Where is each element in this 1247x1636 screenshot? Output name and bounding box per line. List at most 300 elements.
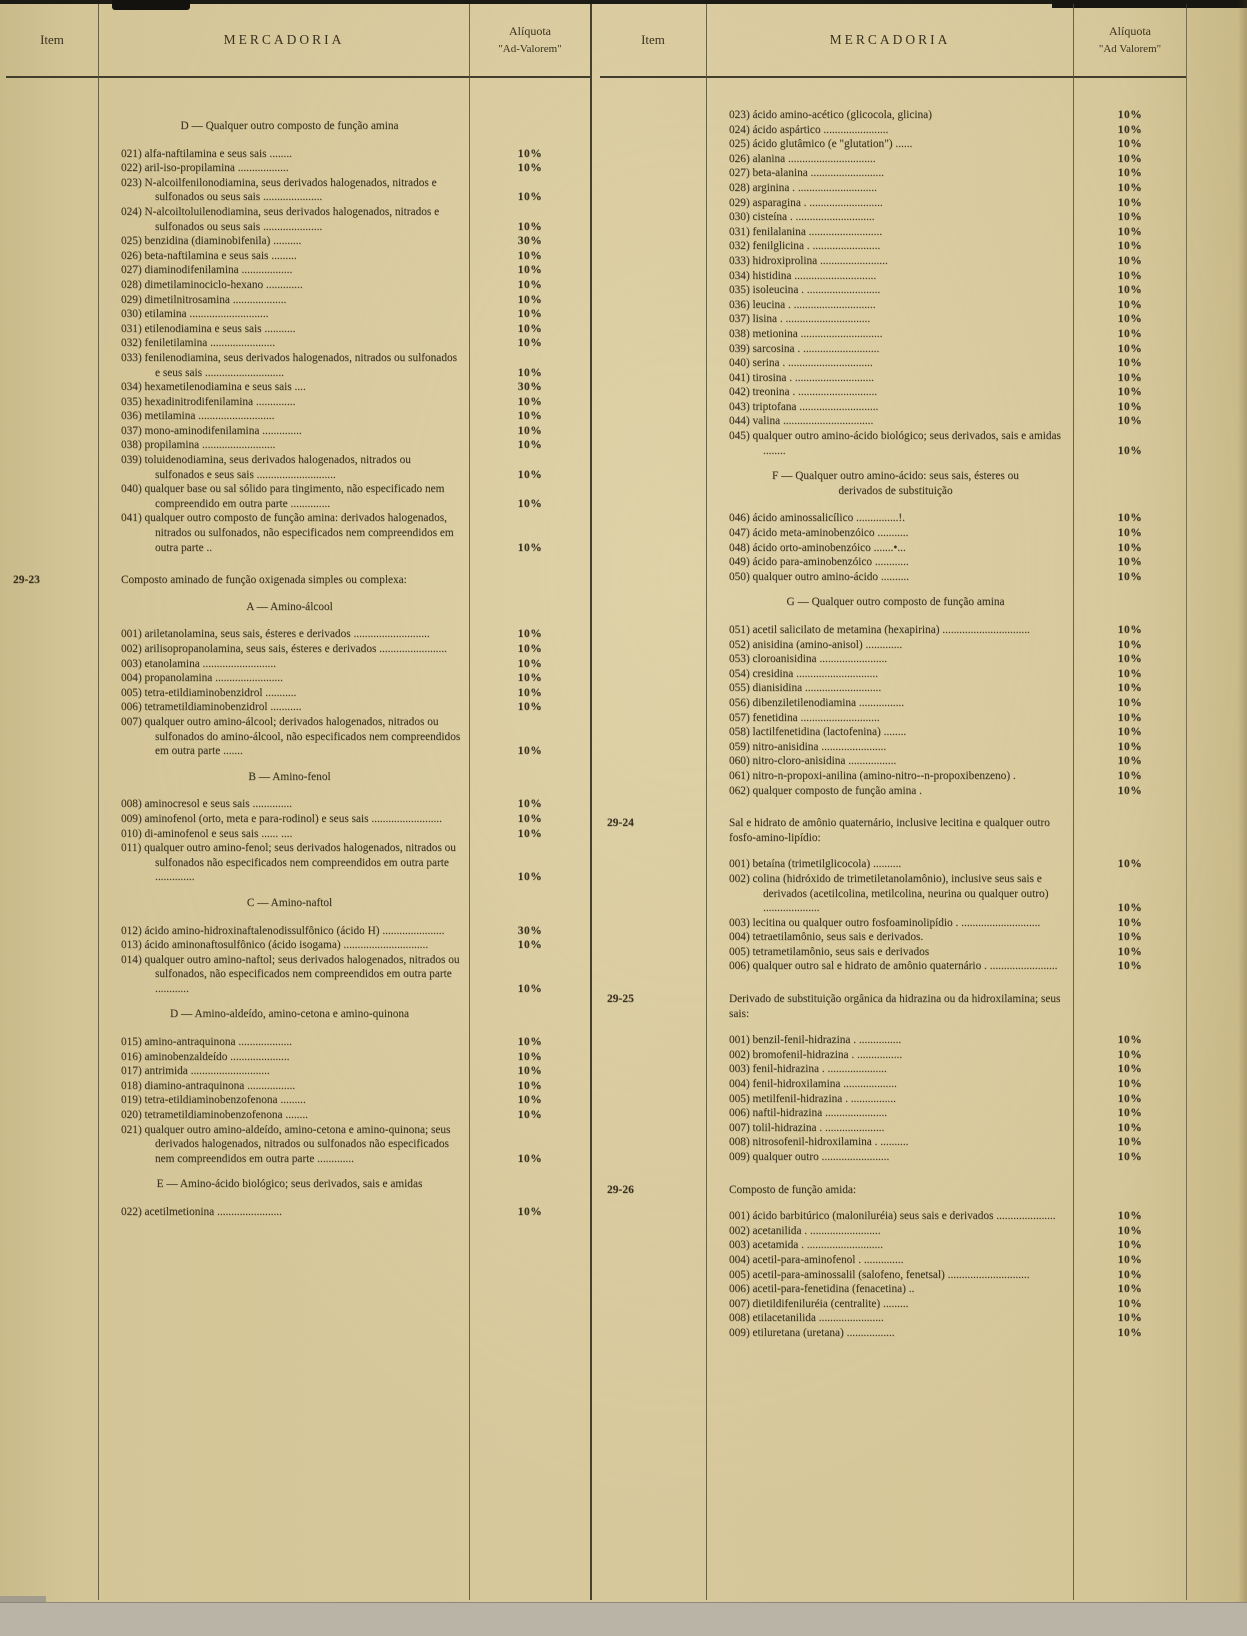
section-heading: E — Amino-ácido biológico; seus derivados, sais e amidas: [156, 1178, 423, 1191]
aliquota-value: 10%: [1117, 1239, 1143, 1252]
mercadoria-text: 001) ariletanolamina, seus sais, ésteres e derivados ...........................: [121, 628, 430, 641]
tariff-entry-row: [600, 385, 1186, 400]
mercadoria-text: 036) leucina . .............................: [729, 298, 876, 311]
tariff-entry-row: [600, 254, 1186, 269]
mercadoria-text: 037) lisina . ..............................: [729, 313, 871, 326]
aliquota-value: 10%: [517, 672, 543, 685]
aliquota-value: 10%: [1117, 740, 1143, 753]
column-header-mercadoria: MERCADORIA: [829, 32, 951, 47]
mercadoria-text: Composto aminado de função oxigenada simples ou complexa:: [121, 574, 407, 587]
tariff-entry-row: [600, 526, 1186, 541]
tariff-entry-row: [600, 696, 1186, 711]
mercadoria-text: 044) valina ................................: [729, 415, 874, 428]
tariff-entry-row: [6, 1108, 590, 1123]
tariff-entry-row: [6, 1205, 590, 1220]
aliquota-value: 10%: [517, 1036, 543, 1049]
mercadoria-text: 042) treonina . ............................: [729, 386, 878, 399]
mercadoria-text: 001) betaína (trimetilglicocola) ..........: [729, 858, 902, 871]
aliquota-value: [470, 770, 590, 785]
column-divider-mercadoria-aliquota: [469, 4, 470, 1600]
tariff-entry-row: [6, 234, 590, 249]
aliquota-value: 10%: [1117, 1034, 1143, 1047]
item-number: 29-26: [607, 1183, 634, 1196]
scan-artifact-right-edge-shade: [1238, 0, 1247, 1635]
mercadoria-text: 059) nitro-anisidina .......................: [729, 740, 887, 753]
tariff-entry-row: [6, 424, 590, 439]
tariff-entry-row: [600, 667, 1186, 682]
mercadoria-text: 028) arginina . ............................: [729, 181, 877, 194]
aliquota-value: 10%: [1117, 638, 1143, 651]
aliquota-value: 10%: [517, 657, 543, 670]
aliquota-value: 10%: [1117, 653, 1143, 666]
mercadoria-text: 005) metilfenil-hidrazina . ................: [729, 1092, 896, 1105]
aliquota-value: 10%: [517, 1152, 543, 1165]
aliquota-label-line1: Alíquota: [1109, 24, 1151, 39]
aliquota-label-line2: "Ad-Valorem": [498, 42, 562, 55]
tariff-table-left: [6, 4, 592, 1600]
mercadoria-text: 009) etiluretana (uretana) .................: [729, 1326, 895, 1339]
aliquota-value: 10%: [1117, 1151, 1143, 1163]
aliquota-value: 10%: [1117, 1048, 1143, 1061]
aliquota-value: 10%: [517, 643, 543, 655]
aliquota-value: 10%: [1117, 755, 1143, 768]
aliquota-value: 10%: [1117, 1253, 1143, 1266]
tariff-entry-row: [600, 623, 1186, 638]
tariff-entry-row: [6, 249, 590, 264]
item-group-row: [600, 816, 1186, 845]
aliquota-value: 10%: [1117, 1063, 1143, 1076]
tariff-entry-row: [600, 414, 1186, 429]
aliquota-value: 10%: [1117, 624, 1143, 636]
mercadoria-text: 002) bromofenil-hidrazina . ................: [729, 1048, 903, 1061]
mercadoria-text: 030) etilamina ............................: [121, 308, 269, 321]
aliquota-value: 10%: [1117, 152, 1143, 165]
mercadoria-text: 038) metionina .............................: [729, 327, 883, 340]
tariff-entry-row: [600, 312, 1186, 327]
tariff-table-right: [600, 4, 1187, 1600]
mercadoria-text: 040) serina . ..............................: [729, 357, 873, 370]
aliquota-value: 10%: [1117, 1136, 1143, 1149]
aliquota-value: 10%: [1117, 711, 1143, 724]
tariff-entry-row: [600, 1311, 1186, 1326]
mercadoria-text: Sal e hidrato de amônio quaternário, inclusive lecitina e qualquer outro fosfo-amino-lipídio:: [729, 817, 1050, 844]
mercadoria-text: 004) tetraetilamônio, seus sais e derivados.: [729, 931, 924, 944]
mercadoria-text: 062) qualquer composto de função amina .: [729, 784, 922, 797]
mercadoria-text: 022) aril-iso-propilamina ..................: [121, 162, 289, 175]
aliquota-value: [1074, 469, 1186, 498]
tariff-entry-row: [6, 395, 590, 410]
mercadoria-text: 009) qualquer outro ........................: [729, 1151, 890, 1163]
mercadoria-text: 004) fenil-hidroxilamina ...................: [729, 1078, 897, 1091]
column-header-aliquota: [1074, 22, 1186, 58]
tariff-entry-row: [600, 429, 1186, 458]
tariff-entry-row: [600, 872, 1186, 916]
mercadoria-text: 006) tetrametildiaminobenzidrol ...........: [121, 701, 302, 714]
mercadoria-text: 003) etanolamina ..........................: [121, 657, 276, 670]
aliquota-value: 10%: [517, 337, 543, 350]
aliquota-value: 10%: [517, 982, 543, 995]
mercadoria-text: 036) metilamina ...........................: [121, 410, 275, 423]
tariff-entry-row: [6, 438, 590, 453]
mercadoria-text: 004) acetil-para-aminofenol . ..............: [729, 1253, 904, 1266]
item-number: [6, 1177, 109, 1192]
aliquota-value: 10%: [1117, 109, 1143, 121]
item-number: [6, 896, 109, 911]
aliquota-value: 10%: [1117, 254, 1143, 267]
aliquota-value: 10%: [1117, 386, 1143, 399]
aliquota-value: 10%: [1117, 371, 1143, 384]
section-heading-row: [600, 469, 1186, 498]
aliquota-value: 10%: [1117, 858, 1143, 871]
aliquota-value: 10%: [517, 827, 543, 840]
mercadoria-text: 010) di-aminofenol e seus sais ...... ....: [121, 827, 293, 840]
tariff-entry-row: [600, 1209, 1186, 1224]
tariff-entry-row: [600, 555, 1186, 570]
tariff-entry-row: [6, 700, 590, 715]
aliquota-value: 10%: [1117, 444, 1143, 457]
tariff-page: [6, 4, 1187, 1600]
aliquota-value: [470, 1177, 590, 1192]
tariff-entry-row: [6, 293, 590, 308]
tariff-entry-row: [600, 342, 1186, 357]
item-number: [600, 595, 717, 610]
tariff-entry-row: [600, 327, 1186, 342]
section-heading-row: [6, 1177, 590, 1192]
mercadoria-text: 032) feniletilamina .......................: [121, 337, 276, 350]
aliquota-value: [470, 119, 590, 134]
item-number: [6, 1007, 109, 1022]
aliquota-value: 10%: [1117, 1078, 1143, 1091]
mercadoria-text: 001) ácido barbitúrico (maloniluréia) seus sais e derivados .....................: [729, 1210, 1056, 1223]
tariff-entry-row: [6, 263, 590, 278]
column-divider-item-mercadoria: [706, 4, 707, 1600]
tariff-entry-row: [600, 754, 1186, 769]
tariff-entry-row: [600, 959, 1186, 974]
mercadoria-text: 024) ácido aspártico .......................: [729, 123, 889, 136]
mercadoria-text: 008) etilacetanilida .......................: [729, 1312, 884, 1325]
tariff-entry-row: [6, 511, 590, 555]
aliquota-value: 30%: [517, 381, 543, 394]
tariff-entry-row: [600, 239, 1186, 254]
aliquota-value: [1074, 595, 1186, 610]
mercadoria-text: 055) dianisidina ...........................: [729, 682, 882, 695]
mercadoria-text: 028) dimetilaminociclo-hexano .............: [121, 278, 303, 291]
aliquota-value: [470, 896, 590, 911]
tariff-entry-row: [600, 1224, 1186, 1239]
tariff-entry-row: [6, 924, 590, 939]
aliquota-value: 10%: [517, 1065, 543, 1078]
mercadoria-text: 003) lecitina ou qualquer outro fosfoaminolipídio . ............................: [729, 916, 1041, 929]
mercadoria-text: 001) benzil-fenil-hidrazina . ...............: [729, 1034, 902, 1047]
aliquota-value: 10%: [517, 798, 543, 811]
aliquota-value: 10%: [1117, 298, 1143, 311]
tariff-entry-row: [600, 1092, 1186, 1107]
aliquota-value: 10%: [1117, 313, 1143, 326]
section-heading-row: [6, 1007, 590, 1022]
mercadoria-text: 049) ácido para-aminobenzóico ............: [729, 556, 909, 569]
mercadoria-text: 035) isoleucina . ..........................: [729, 284, 881, 297]
aliquota-value: [470, 600, 590, 615]
aliquota-value: 10%: [1117, 1283, 1143, 1296]
aliquota-value: 10%: [1117, 1224, 1143, 1237]
mercadoria-text: 008) aminocresol e seus sais ..............: [121, 798, 292, 811]
tariff-entry-row: [600, 652, 1186, 667]
tariff-entry-row: [6, 686, 590, 701]
aliquota-value: 10%: [517, 191, 543, 204]
mercadoria-text: 020) tetrametildiaminobenzofenona ........: [121, 1109, 308, 1122]
aliquota-value: 10%: [517, 686, 543, 699]
aliquota-value: 10%: [1117, 945, 1143, 958]
tariff-entry-row: [6, 322, 590, 337]
aliquota-value: 10%: [1117, 342, 1143, 355]
aliquota-label-line1: Alíquota: [509, 24, 551, 39]
tariff-entry-row: [600, 108, 1186, 123]
mercadoria-text: 032) fenilglicina . ........................: [729, 240, 881, 253]
mercadoria-text: 007) qualquer outro amino-álcool; derivados halogenados, nitrados ou sulfonados do amino-álcool, não especificados nem compreendidos em outra parte .......: [121, 715, 461, 758]
tariff-entry-row: [6, 351, 590, 380]
mercadoria-text: 018) diamino-antraquinona .................: [121, 1079, 296, 1092]
tariff-entry-row: [600, 916, 1186, 931]
aliquota-value: 10%: [1117, 696, 1143, 709]
tariff-entry-row: [6, 627, 590, 642]
aliquota-value: 30%: [517, 235, 543, 248]
aliquota-value: 10%: [517, 278, 543, 291]
tariff-entry-row: [6, 1064, 590, 1079]
aliquota-value: 10%: [1117, 1121, 1143, 1134]
aliquota-value: 10%: [1117, 1092, 1143, 1105]
aliquota-value: [470, 1007, 590, 1022]
tariff-entry-row: [600, 1150, 1186, 1165]
aliquota-value: 10%: [1117, 400, 1143, 413]
aliquota-value: 10%: [1117, 225, 1143, 238]
tariff-entry-row: [6, 671, 590, 686]
tariff-entry-row: [600, 711, 1186, 726]
tariff-entry-row: [600, 166, 1186, 181]
tariff-entry-row: [600, 511, 1186, 526]
mercadoria-text: 006) naftil-hidrazina ......................: [729, 1107, 888, 1120]
section-heading: C — Amino-naftol: [246, 896, 333, 909]
aliquota-value: 10%: [517, 939, 543, 952]
section-heading-row: [6, 119, 590, 134]
aliquota-value: 10%: [1117, 1107, 1143, 1120]
mercadoria-text: 006) acetil-para-fenetidina (fenacetina) ..: [729, 1283, 915, 1296]
aliquota-value: 10%: [1117, 769, 1143, 782]
tariff-entry-row: [600, 1135, 1186, 1150]
tariff-entry-row: [600, 1238, 1186, 1253]
mercadoria-text: 002) colina (hidróxido de trimetiletanolamônio), inclusive seus sais e derivados (acetilcolina, metilcolina, neurina ou qualquer outro) ....................: [729, 872, 1049, 915]
mercadoria-text: 015) amino-antraquinona ...................: [121, 1036, 292, 1049]
mercadoria-text: 052) anisidina (amino-anisol) .............: [729, 638, 903, 651]
aliquota-value: 10%: [1117, 541, 1143, 554]
tariff-entry-row: [600, 1062, 1186, 1077]
tariff-entry-row: [6, 812, 590, 827]
section-heading: D — Amino-aldeído, amino-cetona e amino-quinona: [169, 1008, 410, 1021]
aliquota-value: 10%: [1117, 960, 1143, 973]
aliquota-value: 10%: [517, 147, 543, 160]
aliquota-value: 10%: [517, 424, 543, 437]
tariff-entry-row: [600, 1048, 1186, 1063]
aliquota-value: 10%: [517, 745, 543, 758]
tariff-entry-row: [6, 657, 590, 672]
aliquota-value: 10%: [1117, 196, 1143, 209]
tariff-entry-row: [600, 298, 1186, 313]
aliquota-value: 10%: [1117, 556, 1143, 569]
mercadoria-text: 037) mono-aminodifenilamina ..............: [121, 424, 302, 437]
mercadoria-text: 047) ácido meta-aminobenzóico ...........: [729, 527, 909, 540]
aliquota-value: 10%: [1117, 916, 1143, 929]
mercadoria-text: 003) acetamida . ...........................: [729, 1239, 884, 1252]
column-divider-item-mercadoria: [98, 4, 99, 1600]
tariff-entry-row: [600, 371, 1186, 386]
aliquota-value: 10%: [1117, 1268, 1143, 1281]
aliquota-value: 10%: [517, 249, 543, 262]
tariff-entry-row: [6, 205, 590, 234]
tariff-entry-row: [600, 1253, 1186, 1268]
mercadoria-text: 005) tetrametilamônio, seus sais e derivados: [729, 945, 930, 958]
table-header: [600, 4, 1186, 78]
mercadoria-text: 040) qualquer base ou sal sólido para tingimento, não especificado nem compreendido em outra parte ..............: [121, 483, 445, 510]
tariff-entry-row: [600, 1106, 1186, 1121]
aliquota-value: 10%: [1117, 123, 1143, 136]
aliquota-value: 30%: [517, 924, 543, 937]
mercadoria-text: 012) ácido amino-hidroxinaftalenodissulfônico (ácido H) ......................: [121, 924, 445, 937]
mercadoria-text: 035) hexadinitrodifenilamina ..............: [121, 395, 296, 408]
item-number: 29-23: [13, 574, 40, 587]
mercadoria-text: 021) qualquer outro amino-aldeído, amino-cetona e amino-quinona; seus derivados halogenados, nitrados ou sulfonados não especificados nem compreendidos em outra parte .............: [121, 1123, 451, 1165]
tariff-entry-row: [600, 638, 1186, 653]
column-header-aliquota: [470, 22, 590, 58]
aliquota-value: 10%: [517, 541, 543, 554]
aliquota-value: 10%: [1117, 415, 1143, 428]
item-number: [6, 770, 109, 785]
aliquota-value: 10%: [517, 162, 543, 175]
section-heading: A — Amino-álcool: [246, 600, 333, 613]
item-group-row: [600, 1183, 1186, 1198]
mercadoria-text: 017) antrimida ............................: [121, 1065, 270, 1078]
aliquota-value: 10%: [1117, 667, 1143, 680]
item-number: [600, 469, 717, 498]
mercadoria-text: 014) qualquer outro amino-naftol; seus derivados halogenados, nitrados ou sulfonados, não especificados nem compreendidos em outra parte ............: [121, 953, 460, 995]
mercadoria-text: 041) qualquer outro composto de função amina: derivados halogenados, nitrados ou sulfonados, não especificados nem compreendidos em outra parte ..: [121, 512, 454, 554]
scan-artifact-bottom-band: [0, 1602, 1247, 1636]
mercadoria-text: 006) qualquer outro sal e hidrato de amônio quaternário . ........................: [729, 960, 1058, 973]
mercadoria-text: 026) alanina ...............................: [729, 152, 876, 165]
aliquota-value: 10%: [1117, 784, 1143, 797]
section-heading-row: [6, 600, 590, 615]
aliquota-value: 10%: [1117, 1297, 1143, 1310]
mercadoria-text: 033) fenilenodiamina, seus derivados halogenados, nitrados ou sulfonados e seus sais ............................: [121, 351, 458, 379]
tariff-entry-row: [6, 176, 590, 205]
tariff-entry-row: [600, 181, 1186, 196]
aliquota-value: 10%: [517, 439, 543, 452]
aliquota-value: 10%: [1117, 284, 1143, 297]
aliquota-value: 10%: [1117, 167, 1143, 180]
mercadoria-text: 031) etilenodiamina e seus sais ...........: [121, 322, 296, 335]
tariff-entry-row: [6, 336, 590, 351]
aliquota-value: 10%: [1117, 357, 1143, 370]
tariff-entry-row: [6, 1035, 590, 1050]
mercadoria-text: 034) hexametilenodiamina e seus sais ....: [121, 381, 306, 394]
mercadoria-text: 061) nitro-n-propoxi-anilina (amino-nitro--n-propoxibenzeno) .: [729, 769, 1016, 782]
tariff-entry-row: [6, 1050, 590, 1065]
mercadoria-text: 005) acetil-para-aminossalil (salofeno, fenetsal) .............................: [729, 1268, 1030, 1281]
mercadoria-text: 022) acetilmetionina .......................: [121, 1206, 282, 1218]
tariff-entry-row: [600, 123, 1186, 138]
table-body-left: [6, 78, 590, 1602]
tariff-entry-row: [600, 210, 1186, 225]
mercadoria-text: 026) beta-naftilamina e seus sais .........: [121, 249, 297, 262]
aliquota-value: 10%: [517, 497, 543, 510]
aliquota-value: 10%: [517, 395, 543, 408]
tariff-entry-row: [600, 541, 1186, 556]
mercadoria-text: 005) tetra-etildiaminobenzidrol ...........: [121, 686, 297, 699]
mercadoria-text: 002) arilisopropanolamina, seus sais, ésteres e derivados ........................: [121, 643, 447, 655]
mercadoria-text: 031) fenilalanina ..........................: [729, 225, 883, 238]
tariff-entry-row: [600, 283, 1186, 298]
aliquota-value: 10%: [1117, 240, 1143, 253]
mercadoria-text: Derivado de substituição orgânica da hidrazina ou da hidroxilamina; seus sais:: [729, 993, 1061, 1020]
tariff-entry-row: [6, 409, 590, 424]
aliquota-value: 10%: [1117, 138, 1143, 151]
tariff-entry-row: [600, 930, 1186, 945]
mercadoria-text: 025) ácido glutâmico (e "glutation") ......: [729, 138, 913, 151]
tariff-entry-row: [600, 857, 1186, 872]
mercadoria-text: 039) sarcosina . ...........................: [729, 342, 880, 355]
mercadoria-text: 054) cresidina .............................: [729, 667, 879, 680]
aliquota-value: 10%: [1117, 269, 1143, 282]
tariff-entry-row: [600, 196, 1186, 211]
tariff-entry-row: [6, 715, 590, 759]
mercadoria-text: 021) alfa-naftilamina e seus sais ........: [121, 147, 292, 160]
tariff-entry-row: [6, 953, 590, 997]
mercadoria-text: 019) tetra-etildiaminobenzofenona .........: [121, 1094, 306, 1107]
tariff-entry-row: [6, 278, 590, 293]
column-header-item: Item: [641, 32, 665, 47]
tariff-entry-row: [600, 1297, 1186, 1312]
tariff-entry-row: [600, 1282, 1186, 1297]
section-heading: G — Qualquer outro composto de função amina: [786, 596, 1005, 609]
mercadoria-text: 033) hidroxiprolina ........................: [729, 254, 888, 267]
aliquota-value: 10%: [517, 322, 543, 335]
tariff-entry-row: [600, 1121, 1186, 1136]
tariff-entry-row: [600, 225, 1186, 240]
column-header-mercadoria: MERCADORIA: [223, 32, 345, 47]
mercadoria-text: 003) fenil-hidrazina . .....................: [729, 1063, 887, 1076]
mercadoria-text: 007) dietildifeniluréia (centralite) .........: [729, 1297, 909, 1310]
tariff-entry-row: [6, 147, 590, 162]
column-divider-mercadoria-aliquota: [1073, 4, 1074, 1600]
tariff-entry-row: [600, 356, 1186, 371]
tariff-entry-row: [6, 161, 590, 176]
section-heading-row: [6, 896, 590, 911]
mercadoria-text: 057) fenetidina ............................: [729, 711, 880, 724]
aliquota-value: 10%: [1117, 1326, 1143, 1339]
aliquota-value: 10%: [517, 1050, 543, 1063]
section-heading-row: [6, 770, 590, 785]
mercadoria-text: 013) ácido aminonaftosulfônico (ácido isogama) ..............................: [121, 939, 429, 952]
item-number: [6, 600, 109, 615]
aliquota-value: 10%: [517, 1109, 543, 1122]
aliquota-value: 10%: [1117, 327, 1143, 340]
mercadoria-text: 051) acetil salicilato de metamina (hexapirina) ...............................: [729, 624, 1030, 636]
tariff-entry-row: [6, 1093, 590, 1108]
aliquota-value: 10%: [517, 308, 543, 321]
mercadoria-text: 038) propilamina ..........................: [121, 439, 276, 452]
aliquota-value: 10%: [517, 264, 543, 277]
mercadoria-text: 043) triptofana ............................: [729, 400, 879, 413]
tariff-entry-row: [600, 784, 1186, 799]
tariff-entry-row: [6, 642, 590, 657]
